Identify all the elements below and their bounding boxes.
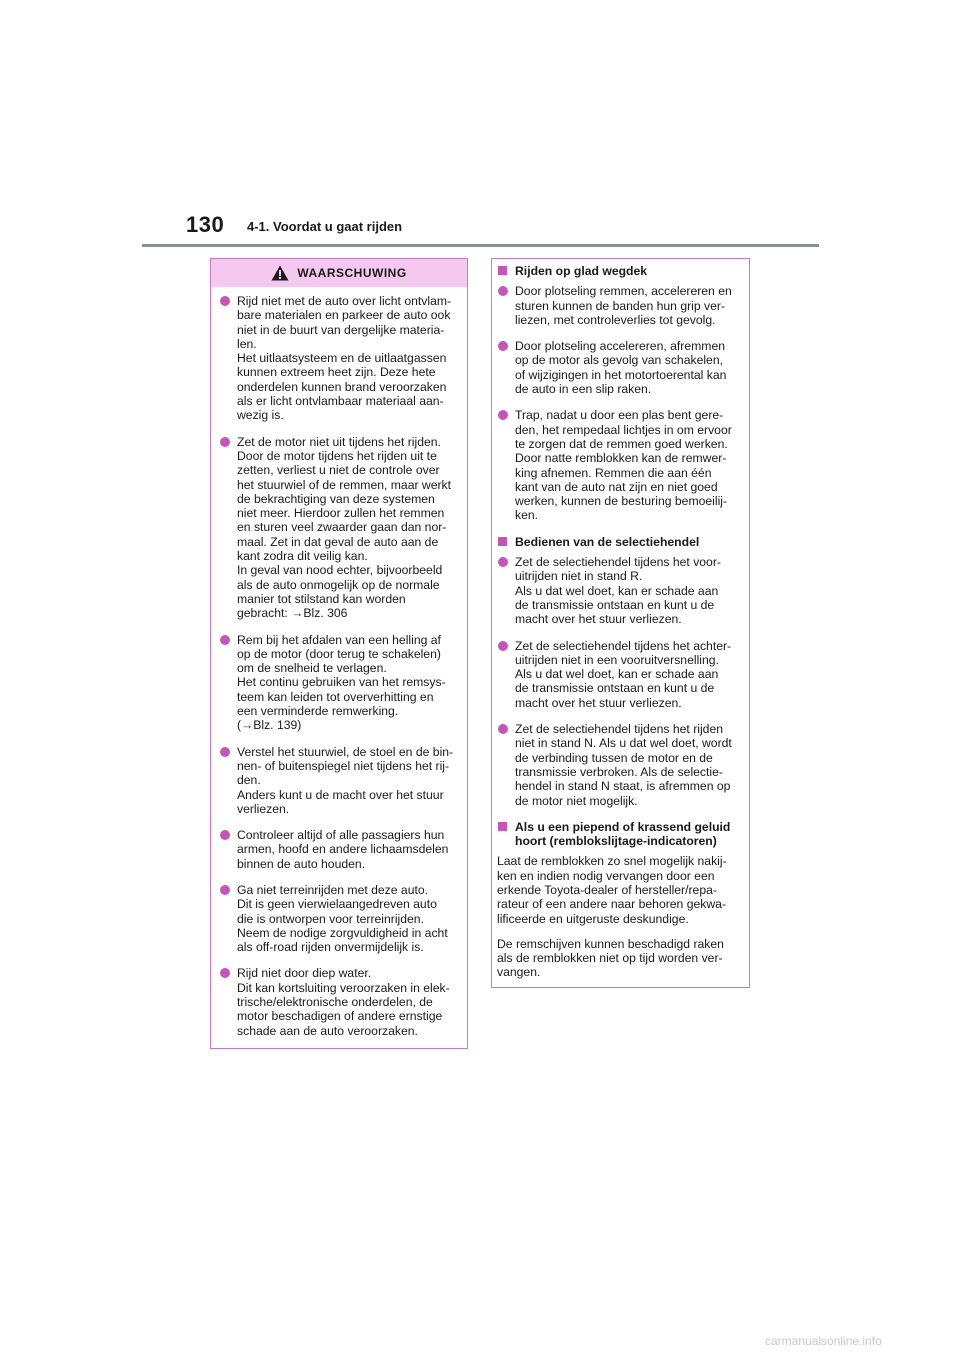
info-list-slippery-road [497,284,742,522]
bullet-dot-icon [220,635,230,645]
bullet-dot-icon [220,968,230,978]
warning-list [211,287,467,1038]
warning-item [219,883,457,954]
header-rule [142,244,819,247]
warning-item-text: Verstel het stuurwiel, de stoel en de bin- nen- of buitenspiegel niet tijdens het rij- den. Anders kunt u de macht over het stuur verliezen. [237,744,454,816]
warning-item [219,435,457,621]
section-title: 4-1. Voordat u gaat rijden [247,219,403,234]
bullet-dot-icon [220,885,230,895]
list-item-text: Zet de selectiehendel tijdens het voor- uitrijden niet in stand R. Als u dat wel doet, kan er schade aan de transmissie ontstaan en kunt u de macht over het stuur verliezen. [515,555,721,627]
info-heading-brake-wear [497,820,742,849]
square-bullet-icon [498,537,507,546]
bullet-dot-icon [220,437,230,447]
bullet-dot-icon [220,296,230,306]
list-item-text: Zet de selectiehendel tijdens het rijden niet in stand N. Als u dat wel doet, wordt de verbinding tussen de motor en de transmissie verbroken. Als de selectie- hendel in stand N staat, is afremmen op de motor niet mogelijk. [515,722,732,808]
heading-text: Als u een piepend of krassend geluid hoort (remblokslijtage-indicatoren) [515,819,731,849]
info-paragraph: De remschijven kunnen beschadigd raken als de remblokken niet op tijd worden ver- vangen. [497,936,724,980]
warning-item [219,966,457,1037]
bullet-dot-icon [498,724,508,734]
list-item-text: Door plotseling remmen, accelereren en sturen kunnen de banden hun grip ver- liezen, met controleverlies tot gevolg. [515,284,732,327]
info-list-selector-lever [497,555,742,808]
list-item [497,339,742,396]
list-item [497,639,742,710]
info-box [491,258,750,988]
bullet-dot-icon [498,410,508,420]
info-heading-slippery-road [497,264,742,278]
warning-header [211,259,467,287]
warning-item-text: Zet de motor niet uit tijdens het rijden. Door de motor tijdens het rijden uit te zetten, verliest u niet de controle over het stuurwiel of de remmen, maar werkt de bekrachtiging van deze systemen niet meer. Hierdoor zullen het remmen en sturen veel zwaarder gaan dan nor- maal. Zet in dat geval de auto aan de kant zodra dit veilig kan. In geval van nood echter, bijvoorbeeld als de auto onmogelijk op de normale manier tot stilstand kan worden gebracht: →Blz. 306 [237,434,452,621]
warning-item-text: Rijd niet door diep water. Dit kan kortsluiting veroorzaken in elek- trische/elektronische onderdelen, de motor beschadigen of andere ernstige schade aan de auto veroorzaken. [237,966,450,1038]
list-item [497,284,742,327]
warning-item [219,294,457,423]
list-item-text: Door plotseling accelereren, afremmen op de motor als gevolg van schakelen, of wijzigingen in het motortoerental kan de auto in een slip raken. [515,339,727,397]
square-bullet-icon [498,822,507,831]
info-heading-selector-lever [497,535,742,549]
page-number: 130 [186,212,225,237]
warning-item-text: Controleer altijd of alle passagiers hun armen, hoofd en andere lichaamsdelen binnen de auto houden. [237,828,449,871]
watermark: carmanualsonline.info [765,1334,882,1348]
info-paragraph: Laat de remblokken zo snel mogelijk nakij- ken en indien nodig vervangen door een erkende Toyota-dealer of hersteller/repa- rateur of een andere naar behoren gekwa- lificeerde en uitgeruste deskundige. [497,854,727,926]
list-item [497,408,742,522]
warning-item-text: Ga niet terreinrijden met deze auto. Dit is geen vierwielaangedreven auto die is ontworpen voor terreinrijden. Neem de nodige zorgvuldigheid in acht als off-road rijden onvermijdelijk is. [237,882,448,955]
square-bullet-icon [498,266,507,275]
bullet-dot-icon [498,557,508,567]
warning-item-text: Rem bij het afdalen van een helling af op de motor (door terug te schakelen) om de snelheid te verlagen. Het continu gebruiken van het remsys- teem kan leiden tot oververhitting en een verminderde remwerking. (→Blz. 139) [237,632,446,733]
list-item-text: Zet de selectiehendel tijdens het achter- uitrijden niet in een vooruitversnelling. Als u dat wel doet, kan er schade aan de transmissie ontstaan en kunt u de macht over het stuur verliezen. [515,638,732,710]
list-item [497,555,742,626]
list-item [497,722,742,808]
heading-text: Bedienen van de selectiehendel [515,534,700,549]
bullet-dot-icon [498,641,508,651]
warning-item [219,633,457,733]
warning-box [210,258,468,1049]
list-item-text: Trap, nadat u door een plas bent gere- den, het rempedaal lichtjes in om ervoor te zorgen dat de remmen goed werken. Door natte remblokken kan de remwer- king afnemen. Remmen die aan één kant van de auto nat zijn en niet goed werken, kunnen de besturing bemoeilij- ken. [515,408,732,523]
warning-item [219,828,457,871]
warning-item-text: Rijd niet met de auto over licht ontvlam- bare materialen en parkeer de auto ook niet in de buurt van dergelijke materia- len. Het uitlaatsysteem en de uitlaatgassen kunnen extreem heet zijn. Deze hete onderdelen kunnen brand veroorzaken als er licht ontvlambaar materiaal aan- wezig is. [237,294,452,423]
bullet-dot-icon [220,830,230,840]
bullet-dot-icon [498,341,508,351]
bullet-dot-icon [498,286,508,296]
warning-triangle-icon [271,265,289,281]
heading-text: Rijden op glad wegdek [515,264,648,278]
bullet-dot-icon [220,747,230,757]
warning-title: WAARSCHUWING [297,266,407,280]
warning-item [219,745,457,816]
